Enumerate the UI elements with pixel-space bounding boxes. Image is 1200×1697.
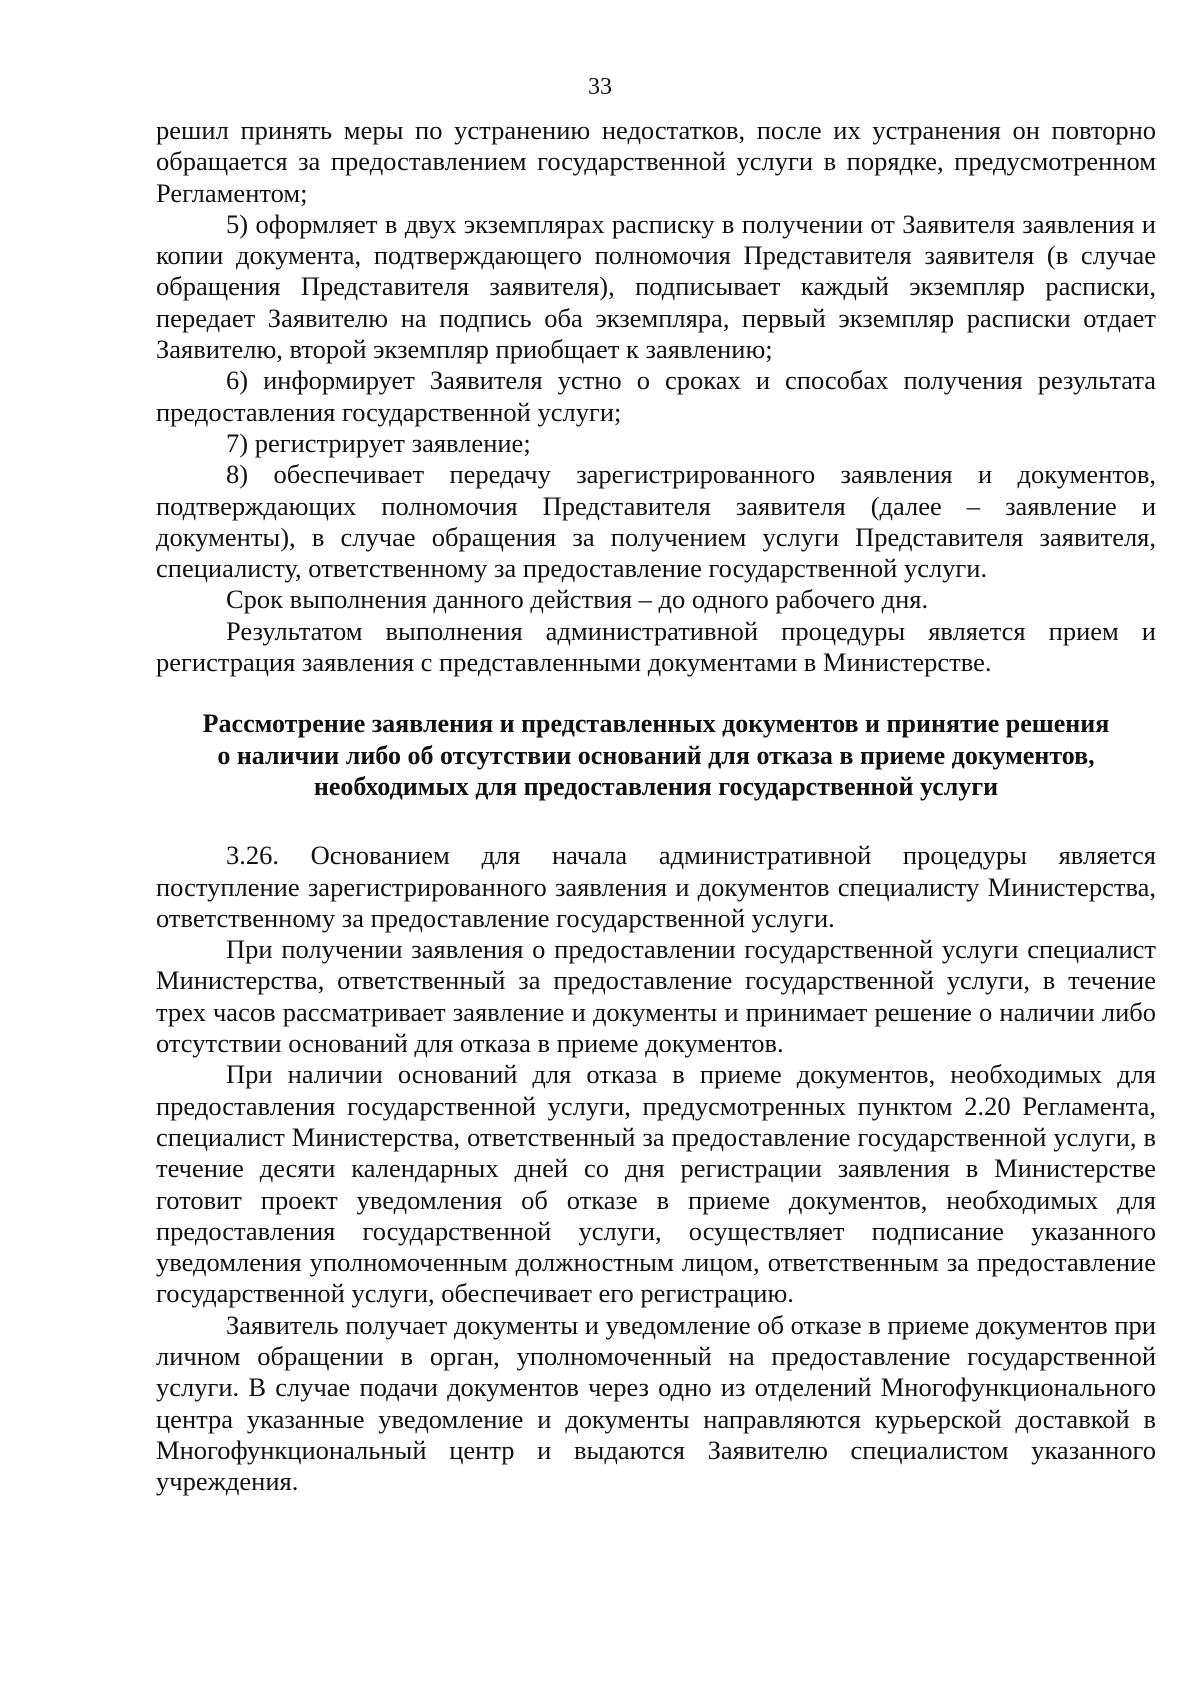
paragraph: Срок выполнения данного действия – до одного рабочего дня. bbox=[226, 584, 929, 615]
paragraph: 8) обеспечивает передачу зарегистрированного заявления и документов, подтверждающих полномочия Представителя заявителя (далее – заявление и документы), в случае обращения за получением услуги Представителя заявителя, специалисту, ответственному за предоставление государственной услуги. bbox=[156, 459, 1156, 584]
section-heading-line: Рассмотрение заявления и представленных документов и принятие решения bbox=[202, 709, 1110, 739]
paragraph: При наличии оснований для отказа в приеме документов, необходимых для предоставления государственной услуги, предусмотренных пунктом 2.20 Регламента, специалист Министерства, ответственный за предоставление государственной услуги, в течение десяти календарных дней со дня регистрации заявления в Министерстве готовит проект уведомления об отказе в приеме документов, необходимых для предоставления государственной услуги, осуществляет подписание указанного уведомления уполномоченным должностным лицом, ответственным за предоставление государственной услуги, обеспечивает его регистрацию. bbox=[156, 1059, 1156, 1309]
page-number: 33 bbox=[588, 74, 612, 100]
section-heading-line: о наличии либо об отсутствии оснований для отказа в приеме документов, bbox=[217, 740, 1095, 770]
paragraph: Результатом выполнения административной процедуры является прием и регистрация заявления с представленными документами в Министерстве. bbox=[156, 615, 1156, 678]
paragraph: 3.26. Основанием для начала административной процедуры является поступление зарегистрированного заявления и документов специалисту Министерства, ответственному за предоставление государственной услуги. bbox=[156, 840, 1156, 933]
paragraph: Заявитель получает документы и уведомление об отказе в приеме документов при личном обращении в орган, уполномоченный на предоставление государственной услуги. В случае подачи документов через одно из отделений Многофункционального центра указанные уведомление и документы направляются курьерской доставкой в Многофункциональный центр и выдаются Заявителю специалистом указанного учреждения. bbox=[156, 1309, 1156, 1497]
paragraph: При получении заявления о предоставлении государственной услуги специалист Министерства, ответственный за предоставление государственной услуги, в течение трех часов рассматривает заявление и документы и принимает решение о наличии либо отсутствии оснований для отказа в приеме документов. bbox=[156, 934, 1156, 1059]
document-body bbox=[156, 115, 1156, 1497]
paragraph: 6) информирует Заявителя устно о сроках и способах получения результата предоставления государственной услуги; bbox=[156, 365, 1156, 427]
paragraph: решил принять меры по устранению недостатков, после их устранения он повторно обращается за предоставлением государственной услуги в порядке, предусмотренном Регламентом; bbox=[156, 115, 1156, 208]
section-heading bbox=[156, 708, 1156, 802]
paragraph: 7) регистрирует заявление; bbox=[226, 427, 531, 458]
paragraph: 5) оформляет в двух экземплярах расписку в получении от Заявителя заявления и копии документа, подтверждающего полномочия Представителя заявителя (в случае обращения Представителя заявителя), подписывает каждый экземпляр расписки, передает Заявителю на подпись оба экземпляра, первый экземпляр расписки отдает Заявителю, второй экземпляр приобщает к заявлению; bbox=[156, 208, 1156, 365]
section-heading-line: необходимых для предоставления государственной услуги bbox=[313, 771, 999, 801]
spacer bbox=[156, 802, 1156, 840]
